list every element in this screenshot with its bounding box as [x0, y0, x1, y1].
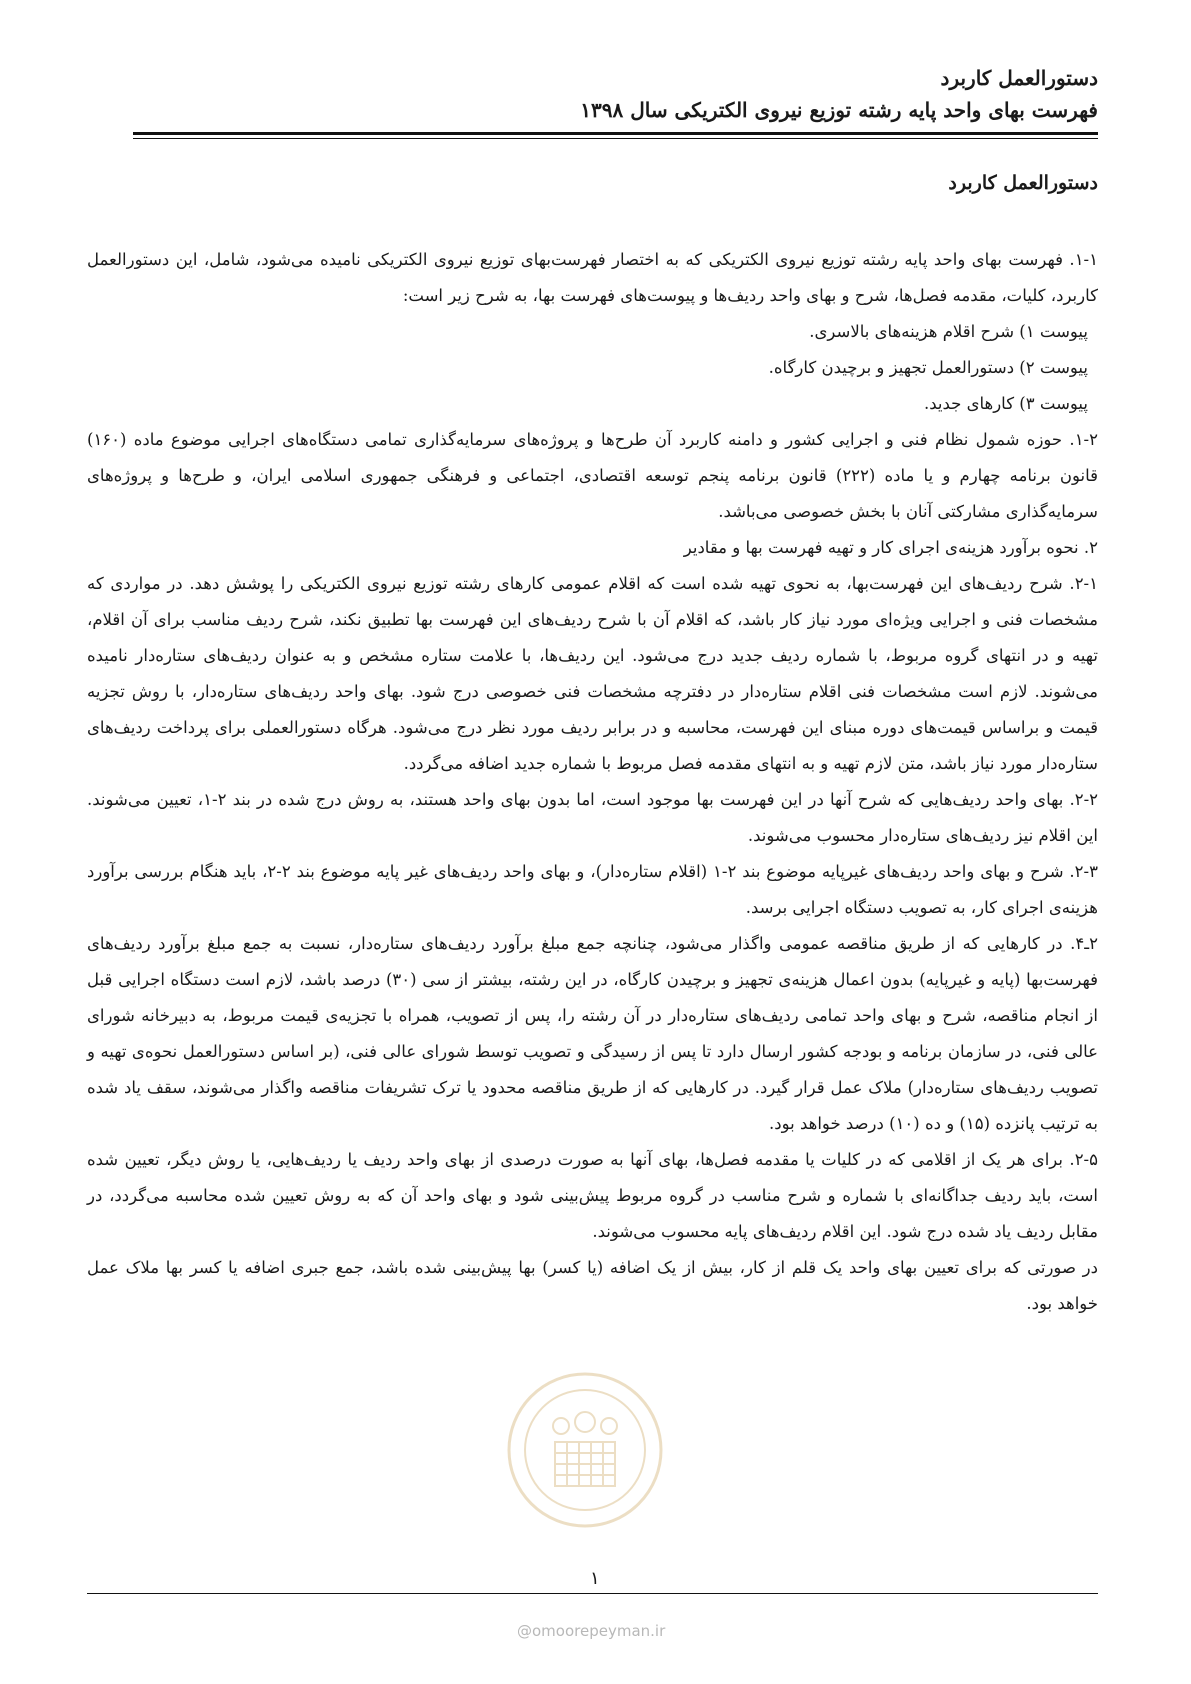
paragraph-final: در صورتی که برای تعیین بهای واحد یک قلم از کار، بیش از یک اضافه (یا کسر) بها پیش‌بینی شده باشد، جمع جبری اضافه یا کسر بها ملاک عمل خواهد بود.: [87, 1258, 1098, 1313]
paragraph-1-2: ۱-۲. حوزه شمول نظام فنی و اجرایی کشور و دامنه کاربرد آن طرح‌ها و پروژه‌های سرمایه‌گذاری تمامی دستگاه‌های اجرایی موضوع ماده (۱۶۰) قانون برنامه چهارم و یا ماده (۲۲۲) قانون برنامه پنجم توسعه اقتصادی، اجتماعی و فرهنگی جمهوری اسلامی ایران، و طرح‌ها و پروژه‌های سرمایه‌گذاری مشارکتی آنان با بخش خصوصی می‌باشد.: [87, 430, 1098, 521]
header-rule-thick: [133, 132, 1098, 135]
body-text: [87, 242, 1098, 1322]
paragraph-2-5: ۲-۵. برای هر یک از اقلامی که در کلیات یا مقدمه فصل‌ها، بهای آنها به صورت درصدی از بهای واحد ردیف یا ردیف‌هایی، یا روش دیگر، تعیین شده است، باید ردیف جداگانه‌ای با شماره و شرح مناسب در گروه مربوط پیش‌بینی شود و بهای واحد آن که به روش تعیین شده محاسبه می‌گردد، در مقابل ردیف یاد شده درج شود. این اقلام ردیف‌های پایه محسوب می‌شوند.: [87, 1150, 1098, 1241]
section-title: دستورالعمل کاربرد: [948, 172, 1098, 194]
header-rule-thin: [133, 138, 1098, 139]
paragraph-2-1: ۲-۱. شرح ردیف‌های این فهرست‌بها، به نحوی تهیه شده است که اقلام عمومی کارهای رشته توزیع نیروی الکتریکی را پوشش دهد. در مواردی که مشخصات فنی و اجرایی ویژه‌ای مورد نیاز کار باشد، که اقلام آن با شرح ردیف‌های این فهرست بها تطبیق نکند، شرح ردیف مناسب برای آن اقلام، تهیه و در انتهای گروه مربوط، با شماره ردیف جدید درج می‌شود. این ردیف‌ها، با علامت ستاره مشخص و به عنوان ردیف‌های ستاره‌دار نامیده می‌شوند. لازم است مشخصات فنی اقلام ستاره‌دار در دفترچه مشخصات فنی خصوصی درج شود. بهای واحد ردیف‌های ستاره‌دار، با روش تجزیه قیمت و براساس قیمت‌های دوره مبنای این فهرست، محاسبه و در برابر ردیف مورد نظر درج می‌شود. هرگاه دستورالعملی برای پرداخت ردیف‌های ستاره‌دار مورد نیاز باشد، متن لازم تهیه و به انتهای مقدمه فصل مربوط با شماره جدید اضافه می‌گردد.: [87, 574, 1098, 773]
seal-watermark: [505, 1370, 665, 1530]
annex-1-item: پیوست ۱) شرح اقلام هزینه‌های بالاسری.: [809, 322, 1088, 341]
heading-2: ۲. نحوه برآورد هزینه‌ی اجرای کار و تهیه فهرست بها و مقادیر: [683, 538, 1098, 557]
paragraph-2-2: ۲-۲. بهای واحد ردیف‌هایی که شرح آنها در این فهرست بها موجود است، اما بدون بهای واحد هستند، به روش درج شده در بند ۲-۱، تعیین می‌شوند. این اقلام نیز ردیف‌های ستاره‌دار محسوب می‌شوند.: [87, 790, 1099, 845]
paragraph-2-3: ۲-۳. شرح و بهای واحد ردیف‌های غیرپایه موضوع بند ۲-۱ (اقلام ستاره‌دار)، و بهای واحد ردیف‌های غیر پایه موضوع بند ۲-۲، باید هنگام بررسی برآورد هزینه‌ی اجرای کار، به تصویب دستگاه اجرایی برسد.: [87, 862, 1098, 917]
paragraph-1-1: ۱-۱. فهرست بهای واحد پایه رشته توزیع نیروی الکتریکی که به اختصار فهرست‌بهای توزیع نیروی الکتریکی نامیده می‌شود، شامل، این دستورالعمل کاربرد، کلیات، مقدمه فصل‌ها، شرح و بهای واحد ردیف‌ها و پیوست‌های فهرست بها، به شرح زیر است:: [87, 250, 1098, 305]
footer-rule: [87, 1593, 1098, 1594]
header-title: دستورالعمل کاربرد: [940, 66, 1098, 90]
page-number: ۱: [590, 1568, 600, 1589]
annex-2-item: پیوست ۲) دستورالعمل تجهیز و برچیدن کارگاه.: [768, 358, 1088, 377]
watermark-url: @omoorepeyman.ir: [517, 1622, 666, 1640]
paragraph-2-4: ۲ـ۴. در کارهایی که از طریق مناقصه عمومی واگذار می‌شود، چنانچه جمع مبلغ برآورد ردیف‌های ستاره‌دار، نسبت به جمع مبلغ برآورد ردیف‌های فهرست‌بها (پایه و غیرپایه) بدون اعمال هزینه‌ی تجهیز و برچیدن کارگاه، در این رشته، بیشتر از سی (۳۰) درصد باشد، لازم است دستگاه اجرایی قبل از انجام مناقصه، شرح و بهای واحد تمامی ردیف‌های ستاره‌دار در آن رشته را، پس از تصویب، همراه با تجزیه‌ی قیمت مربوط، به دبیرخانه شورای عالی فنی، در سازمان برنامه و بودجه کشور ارسال دارد تا پس از رسیدگی و تصویب توسط شورای عالی فنی، (بر اساس دستورالعمل نحوه‌ی تهیه و تصویب ردیف‌های ستاره‌دار) ملاک عمل قرار گیرد. در کارهایی که از طریق مناقصه محدود یا ترک تشریفات مناقصه واگذار می‌شوند، سقف یاد شده به ترتیب پانزده (۱۵) و ده (۱۰) درصد خواهد بود.: [87, 934, 1098, 1133]
header-subtitle: فهرست بهای واحد پایه رشته توزیع نیروی الکتریکی سال ۱۳۹۸: [580, 98, 1098, 122]
annex-3-item: پیوست ۳) کارهای جدید.: [923, 394, 1088, 413]
